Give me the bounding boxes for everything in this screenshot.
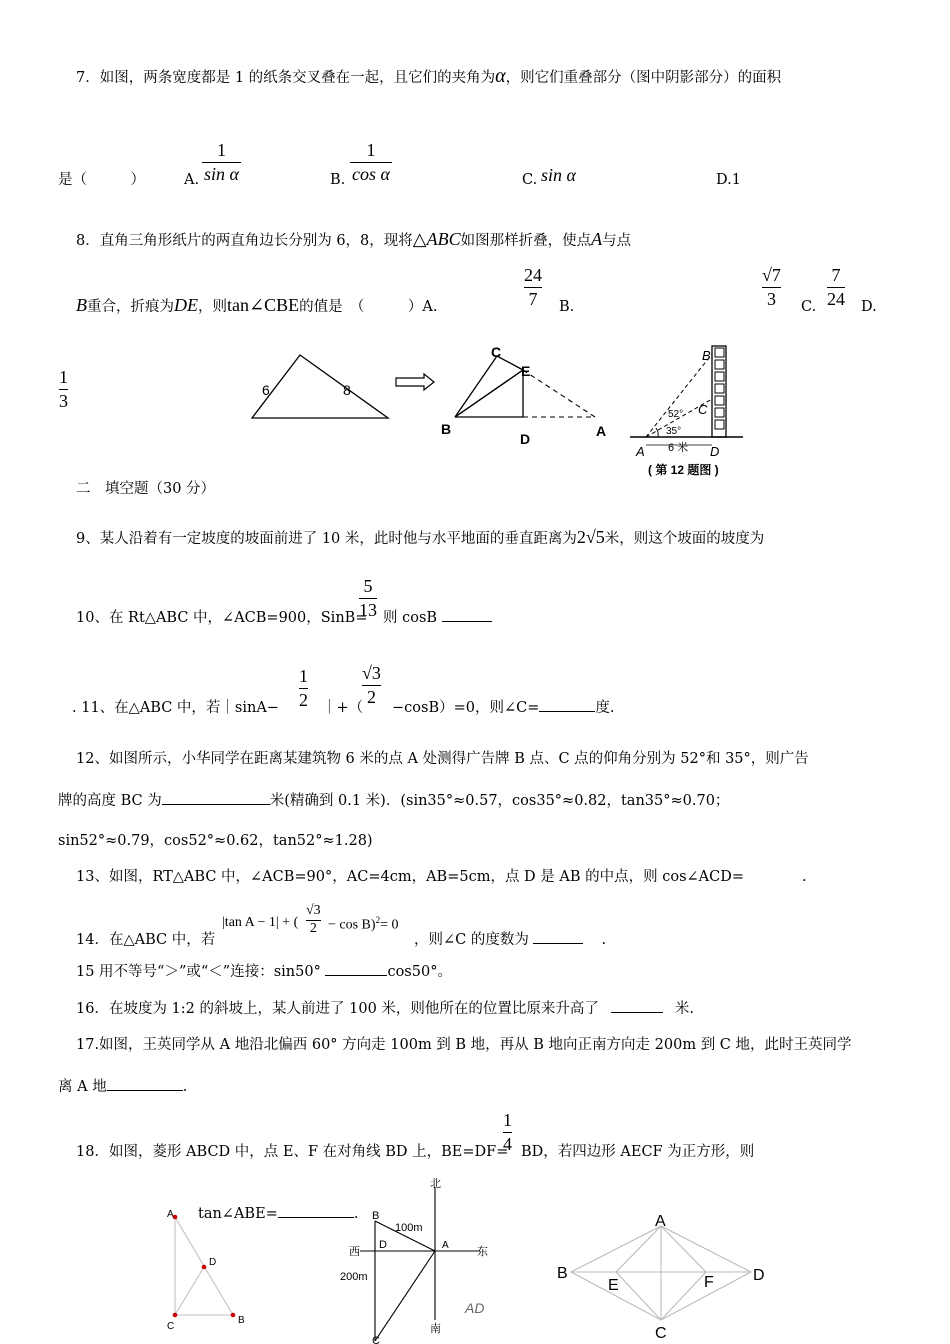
q17-line1: 17.如图，王英同学从 A 地沿北偏西 60° 方向走 100m 到 B 地，再从 B 地向正南方向走 200m 到 C 地，此时王英同学 [76, 1037, 852, 1053]
q8-option-b-label: B. [559, 299, 575, 315]
distance-200: 200m [340, 1271, 368, 1283]
label-d: D [379, 1239, 387, 1251]
q8-option-c-fraction: 7 24 [827, 265, 845, 309]
label-a: A [442, 1240, 449, 1251]
q10-text2: 则 cosB [383, 611, 492, 626]
ad-label: AD [465, 1300, 485, 1316]
label-e: E [521, 363, 531, 379]
side-6-label: 6 [262, 382, 270, 398]
q7-option-d: D.1 [716, 172, 741, 188]
q14-text2: ，则∠C 的度数为 . [414, 932, 607, 948]
side-8-label: 8 [343, 382, 351, 398]
q18-figure [555, 1210, 775, 1344]
q14-formula-rest: − cos B)$^2$= 0 [328, 915, 399, 933]
q13-figure [160, 1205, 260, 1340]
label-d: D [209, 1257, 217, 1268]
q8-text: 8．直角三角形纸片的两直角边长分别为 6，8，现将△ABC如图那样折叠，使点A与点 [76, 229, 632, 249]
south-label: 南 [430, 1323, 441, 1335]
label-d: D [710, 444, 720, 459]
folded-triangle [455, 356, 523, 417]
label-f: F [704, 1274, 714, 1291]
q7-option-b-label: B. [330, 172, 346, 188]
angle-35: 35° [666, 426, 682, 437]
q8-option-b-fraction: √7 3 [762, 265, 781, 309]
q7-option-b-fraction: 1 cos α [352, 140, 390, 184]
q14-formula-fraction: √3 2 [306, 903, 321, 936]
q7-option-a-fraction: 1 sin α [204, 140, 239, 184]
q18-tan-blank: tan∠ABE= . [198, 1206, 359, 1222]
q7-option-c-expr: sin α [541, 165, 576, 185]
q11-fraction-2: √3 2 [362, 663, 381, 707]
figure-caption: ( 第 12 题图 ) [648, 463, 719, 477]
q8-option-d-label: D. [861, 299, 877, 315]
q7-option-a-label: A. [184, 172, 200, 188]
distance-100: 100m [395, 1222, 423, 1234]
label-d: D [753, 1267, 765, 1284]
q12-line1: 12、如图所示，小华同学在距离某建筑物 6 米的点 A 处测得广告牌 B 点、C 点的仰角分别为 52°和 35°，则广告 [76, 751, 809, 767]
q12-line3: sin52°≈0.79，cos52°≈0.62，tan52°≈1.28) [58, 833, 373, 849]
section-title: 二 填空题（30 分） [76, 481, 216, 497]
label-c: C [698, 402, 708, 417]
distance-label: 6 米 [668, 442, 689, 454]
label-d: D [520, 431, 531, 447]
q10-fraction: 5 13 [359, 576, 377, 620]
q17-line2: 离 A 地 . [58, 1079, 188, 1095]
label-b: B [372, 1210, 380, 1222]
arrow-icon [396, 374, 434, 390]
q12-line2: 牌的高度 BC 为 米(精确到 0.1 米)．(sin35°≈0.57，cos35°≈0.82，tan35°≈0.70； [58, 793, 730, 809]
q14-text: 14．在△ABC 中，若 [76, 932, 216, 948]
label-c: C [372, 1335, 380, 1344]
q11-text: . 11、在△ABC 中，若｜sinA− [72, 700, 279, 716]
label-b: B [238, 1315, 245, 1326]
label-a: A [167, 1209, 174, 1220]
west-label: 西 [349, 1246, 360, 1258]
q7-text: 7．如图，两条宽度都是 1 的纸条交叉叠在一起，且它们的夹角为α，则它们重叠部分（图中阴影部分）的面积 [76, 65, 782, 87]
q18-text: 18．如图，菱形 ABCD 中，点 E、F 在对角线 BD 上，BE=DF= [76, 1144, 509, 1160]
original-triangle [252, 355, 388, 418]
q8-option-d-fraction: 1 3 [59, 367, 68, 411]
q7-line2: 是（ ） [58, 172, 145, 188]
q18-fraction: 1 4 [503, 1110, 512, 1154]
q9-text: 9、某人沿着有一定坡度的坡面前进了 10 米，此时他与水平地面的垂直距离为2√5米，则这个坡面的坡度为 [76, 527, 765, 547]
q15-text: 15 用不等号“＞”或“＜”连接：sin50° cos50°。 [76, 964, 452, 980]
label-b: B [557, 1265, 568, 1282]
label-b: B [702, 348, 711, 363]
east-label: 东 [477, 1246, 488, 1258]
q8-fold-figure [250, 340, 630, 450]
q18-text2: BD，若四边形 AECF 为正方形，则 [521, 1144, 755, 1160]
q8-line2: B重合，折痕为DE，则tan∠CBE的值是 （ ）A. [76, 295, 438, 315]
q13-text: 13、如图，RT△ABC 中，∠ACB=90°，AC=4cm，AB=5cm，点 D 是 AB 的中点，则 cos∠ACD= . [76, 869, 807, 885]
north-label: 北 [430, 1178, 441, 1190]
label-b: B [441, 421, 452, 437]
label-a: A [655, 1213, 666, 1230]
q16-text: 16．在坡度为 1:2 的斜坡上，某人前进了 100 米，则他所在的位置比原来升高了 米. [76, 1001, 695, 1017]
q12-figure [628, 342, 748, 484]
q10-text: 10、在 Rt△ABC 中，∠ACB=900，SinB= [76, 610, 368, 626]
q11-text3: −cosB）=0，则∠C= 度. [392, 700, 615, 716]
q7-option-c-label: C. [522, 172, 538, 188]
q8-option-c-label: C. [801, 299, 817, 315]
label-c: C [655, 1325, 667, 1342]
q17-figure [335, 1175, 515, 1344]
label-a: A [636, 444, 645, 459]
label-c: C [167, 1321, 175, 1332]
label-a: A [596, 423, 607, 439]
q8-option-a-fraction: 24 7 [524, 265, 542, 309]
q11-fraction-1: 1 2 [299, 666, 308, 710]
q14-formula: |tan A − 1| + ( [222, 915, 299, 930]
angle-52: 52° [668, 409, 684, 420]
label-e: E [608, 1277, 619, 1294]
q11-text2: ｜+（ [322, 700, 364, 716]
label-c: C [491, 344, 502, 360]
